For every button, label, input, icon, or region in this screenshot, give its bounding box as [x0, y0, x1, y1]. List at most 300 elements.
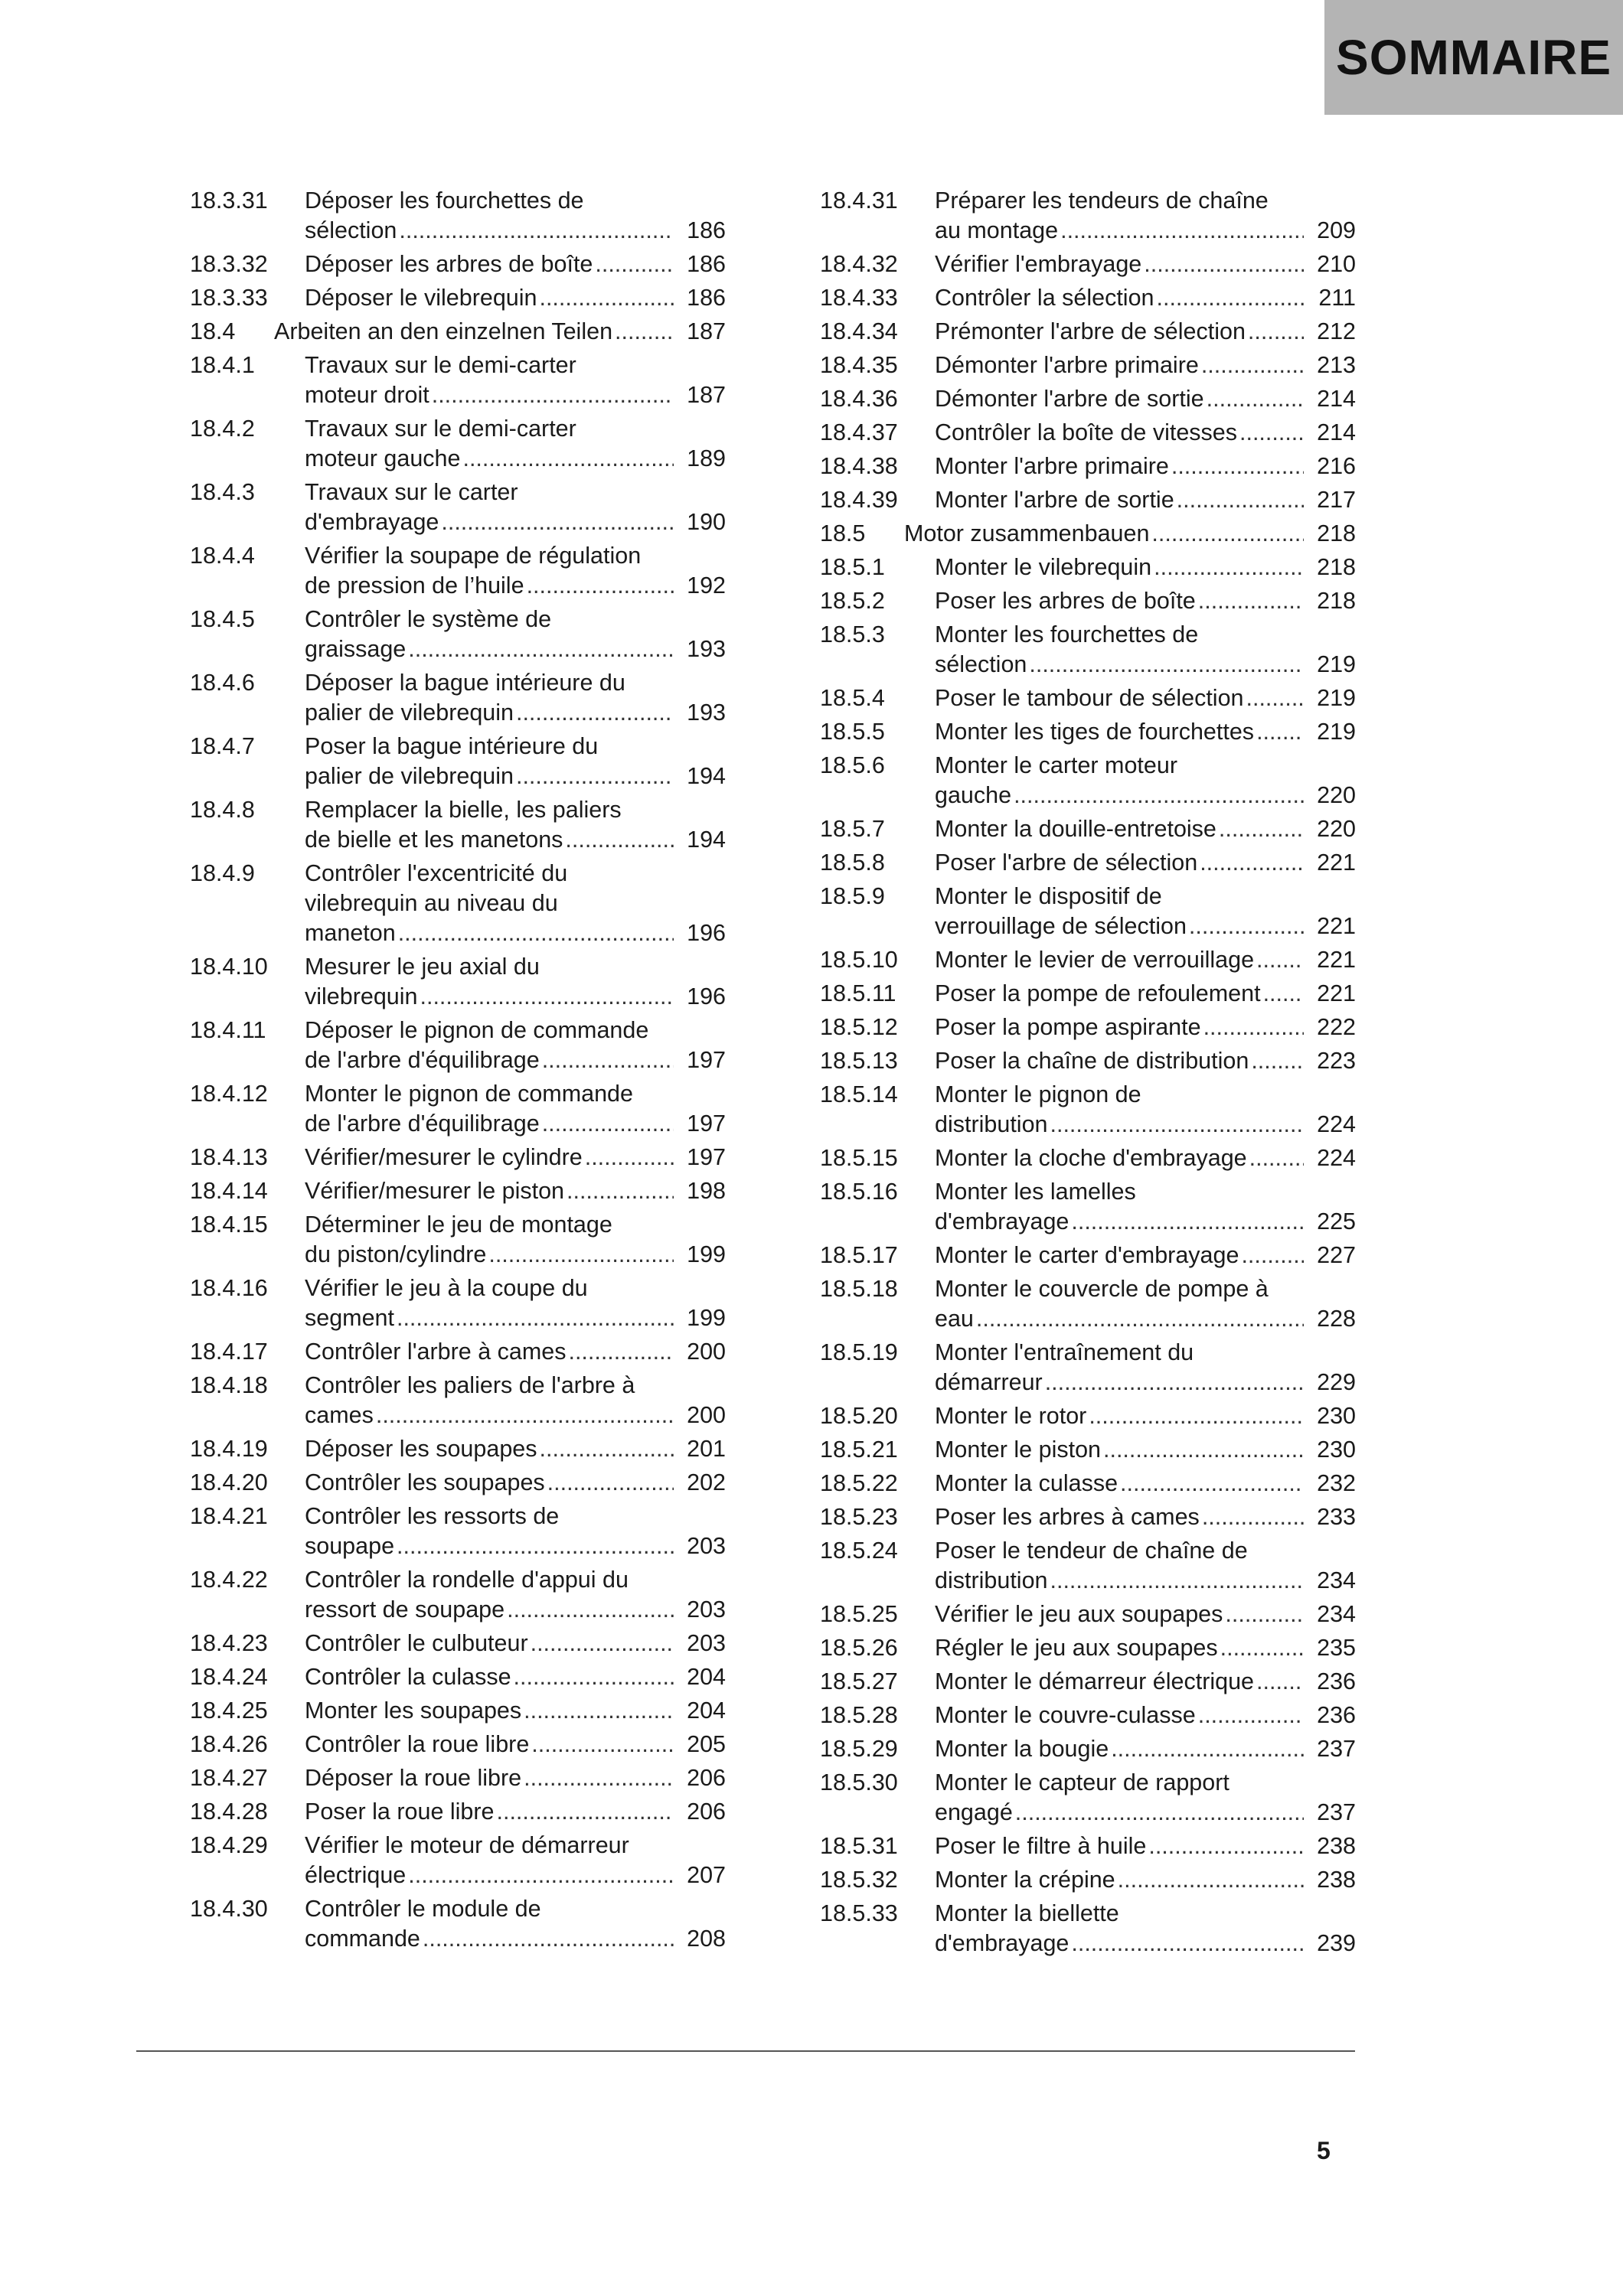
toc-entry[interactable] — [190, 795, 726, 855]
toc-entry[interactable] — [190, 1079, 726, 1139]
toc-entry[interactable] — [820, 485, 1356, 515]
dot-leader — [595, 249, 674, 279]
toc-entry-leader-line — [935, 1502, 1356, 1532]
toc-entry-page: 193 — [687, 636, 726, 662]
toc-entry-title-line: Monter la crépine — [935, 1867, 1115, 1893]
toc-entry-leader-line — [305, 1176, 726, 1206]
toc-entry-number: 18.4.39 — [820, 487, 898, 513]
toc-entry[interactable] — [190, 1662, 726, 1692]
toc-entry[interactable] — [820, 1536, 1356, 1596]
toc-entry-title — [305, 605, 726, 664]
toc-entry-number: 18.4.5 — [190, 606, 255, 632]
toc-entry-number: 18.5.1 — [820, 554, 885, 580]
toc-entry-leader-line — [935, 1798, 1356, 1828]
toc-entry-title-line: gauche — [935, 782, 1012, 808]
toc-entry-leader-line — [935, 216, 1356, 246]
toc-entry[interactable] — [820, 249, 1356, 279]
toc-entry[interactable] — [190, 732, 726, 791]
dot-leader — [1219, 814, 1304, 844]
dot-leader — [524, 1763, 674, 1793]
toc-entry-title-line: Poser la pompe aspirante — [935, 1014, 1201, 1040]
toc-entry-number: 18.5.5 — [820, 719, 885, 745]
dot-leader — [531, 1629, 674, 1658]
dot-leader — [1198, 1701, 1304, 1730]
toc-entry[interactable] — [190, 1210, 726, 1270]
toc-entry-page: 197 — [687, 1144, 726, 1170]
toc-entry-page: 196 — [687, 983, 726, 1009]
dot-leader — [1198, 586, 1304, 616]
toc-entry[interactable] — [190, 1502, 726, 1561]
toc-entry-number: 18.4.10 — [190, 954, 268, 980]
toc-entry-title-line: ressort de soupape — [305, 1596, 505, 1623]
toc-entry-number: 18.5.31 — [820, 1833, 898, 1859]
toc-entry[interactable] — [820, 1274, 1356, 1334]
toc-entry-leader-line — [935, 1368, 1356, 1397]
toc-entry-number: 18.4.3 — [190, 479, 255, 505]
toc-entry[interactable] — [820, 1469, 1356, 1499]
toc-entry-leader-line — [935, 1401, 1356, 1431]
toc-entry-number: 18.4.23 — [190, 1630, 268, 1656]
dot-leader — [1251, 1046, 1304, 1076]
toc-entry-leader-line — [935, 1143, 1356, 1173]
toc-entry-title-line: engagé — [935, 1799, 1013, 1825]
dot-leader — [1144, 249, 1304, 279]
toc-entry-title — [274, 317, 726, 347]
toc-entry-page: 225 — [1317, 1208, 1356, 1234]
toc-entry-page: 197 — [687, 1110, 726, 1137]
toc-entry[interactable] — [820, 317, 1356, 347]
toc-entry-number: 18.4.31 — [820, 188, 898, 214]
toc-entry[interactable] — [820, 586, 1356, 616]
toc-entry-title-line: sélection — [935, 651, 1027, 677]
toc-entry-title-line: Déposer le vilebrequin — [305, 285, 537, 311]
toc-entry[interactable] — [190, 351, 726, 410]
toc-entry-page: 222 — [1317, 1014, 1356, 1040]
dot-leader — [497, 1797, 674, 1827]
toc-entry-title — [935, 317, 1356, 347]
toc-entry[interactable] — [190, 249, 726, 279]
toc-entry-leader-line — [935, 418, 1356, 448]
toc-entry-leader-line — [305, 1595, 726, 1625]
toc-entry-number: 18.5.4 — [820, 685, 885, 711]
toc-entry-title-line: moteur droit — [305, 382, 429, 408]
toc-entry-page: 218 — [1317, 588, 1356, 614]
toc-entry-leader-line — [935, 814, 1356, 844]
toc-entry-number: 18.5.22 — [820, 1470, 898, 1496]
toc-entry-title-line: palier de vilebrequin — [305, 763, 514, 789]
toc-entry-leader-line — [305, 249, 726, 279]
toc-entry[interactable] — [820, 1667, 1356, 1697]
dot-leader — [1071, 1929, 1304, 1958]
toc-entry[interactable] — [820, 418, 1356, 448]
toc-entry-title-line: de pression de l’huile — [305, 572, 524, 598]
toc-entry[interactable] — [190, 1371, 726, 1430]
toc-entry-page: 196 — [687, 920, 726, 946]
toc-entry-title-line: Contrôler les soupapes — [305, 1469, 545, 1495]
toc-entry[interactable] — [190, 1468, 726, 1498]
toc-entry-number: 18.5.12 — [820, 1014, 898, 1040]
toc-entry-title-line: Monter le carter moteur — [935, 752, 1177, 778]
toc-entry-leader-line — [935, 912, 1356, 941]
toc-entry[interactable] — [820, 1046, 1356, 1076]
toc-entry-title-line: Monter les tiges de fourchettes — [935, 719, 1255, 745]
toc-entry-number: 18.4.9 — [190, 860, 255, 886]
toc-entry[interactable] — [820, 1080, 1356, 1140]
toc-entry-title-line: palier de vilebrequin — [305, 700, 514, 726]
toc-entry[interactable] — [190, 478, 726, 537]
dot-leader — [1111, 1734, 1304, 1764]
toc-entry-title-line: Monter le capteur de rapport — [935, 1769, 1229, 1795]
toc-entry[interactable] — [820, 1338, 1356, 1397]
toc-entry[interactable] — [820, 1013, 1356, 1042]
dot-leader — [1154, 553, 1304, 582]
toc-entry-title-line: Démonter l'arbre de sortie — [935, 386, 1204, 412]
toc-entry[interactable] — [820, 283, 1356, 313]
toc-entry-title-line: Vérifier la soupape de régulation — [305, 543, 642, 569]
toc-entry-number: 18.5.23 — [820, 1504, 898, 1530]
toc-entry[interactable] — [190, 186, 726, 246]
toc-entry-title — [935, 1633, 1356, 1663]
toc-entry[interactable] — [820, 882, 1356, 941]
toc-entry[interactable] — [820, 186, 1356, 246]
toc-entry-number: 18.5 — [820, 520, 866, 546]
dot-leader — [1256, 945, 1304, 975]
dot-leader — [542, 1109, 674, 1139]
toc-entry[interactable] — [190, 541, 726, 601]
toc-entry-page: 212 — [1317, 318, 1356, 344]
toc-entry-number: 18.4.12 — [190, 1081, 268, 1107]
toc-entry[interactable] — [190, 1831, 726, 1890]
toc-entry[interactable] — [820, 1633, 1356, 1663]
toc-entry[interactable] — [190, 859, 726, 948]
toc-entry-number: 18.3.33 — [190, 285, 268, 311]
toc-entry-title-line: Travaux sur le carter — [305, 479, 518, 505]
toc-entry-title — [305, 1016, 726, 1075]
toc-entry[interactable] — [820, 452, 1356, 481]
toc-entry-number: 18.5.29 — [820, 1736, 898, 1762]
toc-entry[interactable] — [190, 1763, 726, 1793]
toc-entry[interactable] — [190, 283, 726, 313]
toc-entry[interactable] — [820, 351, 1356, 380]
toc-entry-leader-line — [305, 1401, 726, 1430]
toc-entry[interactable] — [190, 1629, 726, 1658]
toc-entry-leader-line — [935, 1435, 1356, 1465]
toc-entry[interactable] — [820, 1865, 1356, 1895]
toc-entry[interactable] — [190, 1337, 726, 1367]
dot-leader — [1157, 283, 1304, 313]
toc-entry-title-line: Déposer les fourchettes de — [305, 188, 584, 214]
toc-entry-page: 218 — [1317, 520, 1356, 546]
toc-entry-number: 18.4.32 — [820, 251, 898, 277]
toc-entry-title-line: Poser la chaîne de distribution — [935, 1048, 1249, 1074]
toc-entry[interactable] — [820, 1831, 1356, 1861]
toc-entry[interactable] — [820, 1177, 1356, 1237]
toc-entry-title — [935, 1013, 1356, 1042]
dot-leader — [397, 1531, 674, 1561]
dot-leader — [1201, 351, 1304, 380]
toc-entry-leader-line — [935, 979, 1356, 1009]
toc-entry-page: 199 — [687, 1305, 726, 1331]
toc-entry-title — [305, 1730, 726, 1760]
toc-entry-title — [935, 283, 1356, 313]
dot-leader — [1060, 216, 1304, 246]
toc-entry-title — [935, 1401, 1356, 1431]
toc-entry[interactable] — [820, 1502, 1356, 1532]
toc-entry-title-line: Monter le couvre-culasse — [935, 1702, 1196, 1728]
toc-entry-title-line: Déposer la roue libre — [305, 1765, 522, 1791]
toc-entry[interactable] — [820, 683, 1356, 713]
toc-entry-page: 219 — [1317, 719, 1356, 745]
toc-entry-leader-line — [305, 1730, 726, 1760]
toc-entry-number: 18.4.29 — [190, 1832, 268, 1858]
toc-entry-title-line: commande — [305, 1926, 420, 1952]
toc-entry[interactable] — [820, 717, 1356, 747]
toc-entry-title-line: Vérifier/mesurer le cylindre — [305, 1144, 583, 1170]
toc-entry-number: 18.5.19 — [820, 1339, 898, 1365]
toc-entry-title — [305, 283, 726, 313]
toc-entry-title — [935, 1831, 1356, 1861]
toc-entry-title-line: Monter le dispositif de — [935, 883, 1162, 909]
toc-entry-number: 18.5.10 — [820, 947, 898, 973]
toc-entry-title — [935, 586, 1356, 616]
toc-entry[interactable] — [820, 945, 1356, 975]
toc-entry-title-line: Poser les arbres à cames — [935, 1504, 1200, 1530]
toc-entry[interactable] — [820, 519, 1356, 549]
toc-entry-number: 18.5.11 — [820, 980, 896, 1006]
toc-entry[interactable] — [820, 1701, 1356, 1730]
toc-entry-title — [305, 1176, 726, 1206]
dot-leader — [568, 1337, 674, 1367]
toc-entry-number: 18.4.1 — [190, 352, 255, 378]
toc-entry-page: 220 — [1317, 816, 1356, 842]
toc-entry-title — [305, 1662, 726, 1692]
toc-entry-title-line: Monter le couvercle de pompe à — [935, 1276, 1269, 1302]
toc-entry-number: 18.4.19 — [190, 1436, 268, 1462]
toc-entry[interactable] — [190, 1797, 726, 1827]
toc-entry[interactable] — [820, 1143, 1356, 1173]
toc-entry-number: 18.4.4 — [190, 543, 255, 569]
toc-entry[interactable] — [820, 384, 1356, 414]
toc-entry-title-line: Contrôler le système de — [305, 606, 552, 632]
toc-entry[interactable] — [190, 1730, 726, 1760]
toc-entry-title — [935, 683, 1356, 713]
toc-entry[interactable] — [190, 414, 726, 474]
toc-entry-number: 18.4.36 — [820, 386, 898, 412]
toc-entry-title-line: Régler le jeu aux soupapes — [935, 1635, 1218, 1661]
toc-entry-title-line: Contrôler les paliers de l'arbre à — [305, 1372, 635, 1398]
toc-entry[interactable] — [190, 1696, 726, 1726]
toc-entry-number: 18.3.31 — [190, 188, 268, 214]
toc-entry-page: 193 — [687, 700, 726, 726]
toc-entry-title — [935, 1734, 1356, 1764]
toc-entry[interactable] — [190, 1434, 726, 1464]
dot-leader — [1203, 1013, 1304, 1042]
toc-entry-page: 229 — [1317, 1369, 1356, 1395]
toc-entry[interactable] — [820, 814, 1356, 844]
toc-entry-page: 204 — [687, 1664, 726, 1690]
toc-entry-title — [305, 1629, 726, 1658]
toc-entry-page: 218 — [1317, 554, 1356, 580]
toc-entry-title-line: Mesurer le jeu axial du — [305, 954, 540, 980]
toc-entry-page: 234 — [1317, 1567, 1356, 1593]
toc-entry[interactable] — [190, 668, 726, 728]
toc-entry[interactable] — [820, 620, 1356, 680]
toc-entry-title — [935, 384, 1356, 414]
toc-entry-number: 18.5.8 — [820, 850, 885, 876]
toc-entry[interactable] — [190, 1274, 726, 1333]
dot-leader — [397, 1303, 674, 1333]
toc-entry-title — [935, 945, 1356, 975]
toc-entry-number: 18.4.25 — [190, 1698, 268, 1724]
toc-entry-title-line: Contrôler la culasse — [305, 1664, 511, 1690]
toc-entry-title-line: Poser la bague intérieure du — [305, 733, 599, 759]
toc-entry-title — [305, 1371, 726, 1430]
toc-entry-title — [935, 351, 1356, 380]
toc-entry[interactable] — [820, 1899, 1356, 1958]
dot-leader — [1148, 1831, 1304, 1861]
toc-entry-title-line: vilebrequin — [305, 983, 418, 1009]
toc-entry-title-line: Monter la cloche d'embrayage — [935, 1145, 1247, 1171]
toc-entry[interactable] — [820, 751, 1356, 810]
toc-entry-number: 18.5.6 — [820, 752, 885, 778]
toc-entry-title — [305, 414, 726, 474]
toc-entry-page: 238 — [1317, 1833, 1356, 1859]
toc-entry-leader-line — [935, 1633, 1356, 1663]
toc-entry-title-line: Monter la culasse — [935, 1470, 1118, 1496]
toc-entry-title — [305, 1210, 726, 1270]
toc-entry-leader-line — [935, 1831, 1356, 1861]
toc-entry-page: 198 — [687, 1178, 726, 1204]
toc-entry-title-line: Monter le vilebrequin — [935, 554, 1152, 580]
toc-entry-number: 18.4.37 — [820, 419, 898, 445]
toc-entry-number: 18.5.27 — [820, 1668, 898, 1694]
toc-entry-leader-line — [935, 317, 1356, 347]
toc-entry[interactable] — [190, 317, 726, 347]
toc-entry-number: 18.5.9 — [820, 883, 885, 909]
toc-entry-title-line: Monter l'arbre primaire — [935, 453, 1169, 479]
toc-entry-leader-line — [305, 571, 726, 601]
toc-entry-title — [305, 186, 726, 246]
toc-entry-title — [305, 249, 726, 279]
toc-entry-page: 194 — [687, 827, 726, 853]
toc-entry-title-line: Monter la bougie — [935, 1736, 1109, 1762]
toc-entry-title — [305, 952, 726, 1012]
toc-entry-number: 18.4.17 — [190, 1339, 268, 1365]
toc-entry-number: 18.4.22 — [190, 1567, 268, 1593]
toc-entry-title-line: segment — [305, 1305, 394, 1331]
toc-entry[interactable] — [190, 605, 726, 664]
toc-entry[interactable] — [190, 1894, 726, 1954]
toc-entry-title-line: vilebrequin au niveau du — [305, 890, 558, 916]
toc-entry-page: 237 — [1317, 1799, 1356, 1825]
toc-entry-title-line: sélection — [305, 217, 397, 243]
dot-leader — [1071, 1207, 1304, 1237]
toc-entry-page: 189 — [687, 445, 726, 471]
dot-leader — [1239, 418, 1304, 448]
toc-entry-title — [935, 1469, 1356, 1499]
dot-leader — [1246, 683, 1305, 713]
toc-entry-title-line: Monter l'arbre de sortie — [935, 487, 1174, 513]
dot-leader — [1248, 317, 1304, 347]
toc-entry-number: 18.4.34 — [820, 318, 898, 344]
toc-entry-leader-line — [935, 452, 1356, 481]
toc-entry[interactable] — [820, 1435, 1356, 1465]
toc-entry-title-line: Vérifier l'embrayage — [935, 251, 1142, 277]
toc-entry-number: 18.5.24 — [820, 1538, 898, 1564]
toc-entry-page: 214 — [1317, 386, 1356, 412]
toc-entry-number: 18.4.6 — [190, 670, 255, 696]
toc-entry-title-line: Déposer les arbres de boîte — [305, 251, 593, 277]
toc-entry-title-line: verrouillage de sélection — [935, 913, 1187, 939]
dot-leader — [398, 918, 674, 948]
toc-entry[interactable] — [820, 1241, 1356, 1270]
toc-entry[interactable] — [190, 1565, 726, 1625]
toc-entry-leader-line — [305, 1763, 726, 1793]
toc-entry-page: 186 — [687, 251, 726, 277]
dot-leader — [1045, 1368, 1304, 1397]
dot-leader — [1200, 848, 1304, 878]
toc-entry-leader-line — [305, 444, 726, 474]
toc-entry-title-line: Contrôler les ressorts de — [305, 1503, 560, 1529]
dot-leader — [420, 982, 674, 1012]
toc-entry-title — [935, 1338, 1356, 1397]
toc-entry-title-line: Monter les lamelles — [935, 1179, 1136, 1205]
toc-entry-title — [305, 1894, 726, 1954]
toc-entry-page: 221 — [1317, 850, 1356, 876]
toc-entry[interactable] — [820, 553, 1356, 582]
toc-entry[interactable] — [820, 1768, 1356, 1828]
toc-entry-leader-line — [305, 1797, 726, 1827]
toc-entry-leader-line — [904, 519, 1356, 549]
toc-entry[interactable] — [820, 1600, 1356, 1629]
toc-entry-leader-line — [935, 781, 1356, 810]
toc-entry[interactable] — [820, 848, 1356, 878]
toc-entry-leader-line — [305, 1531, 726, 1561]
toc-entry-leader-line — [305, 1109, 726, 1139]
toc-entry-number: 18.4.26 — [190, 1731, 268, 1757]
toc-entry-title-line: Contrôler l'excentricité du — [305, 860, 568, 886]
toc-entry-title — [305, 541, 726, 601]
page-number: 5 — [1317, 2137, 1331, 2164]
dot-leader — [1177, 485, 1304, 515]
dot-leader — [615, 317, 674, 347]
toc-entry[interactable] — [820, 1401, 1356, 1431]
toc-entry[interactable] — [820, 1734, 1356, 1764]
toc-entry-title-line: Contrôler la rondelle d'appui du — [305, 1567, 629, 1593]
toc-entry-leader-line — [305, 1303, 726, 1333]
dot-leader — [1202, 1502, 1304, 1532]
toc-entry-title-line: Déposer la bague intérieure du — [305, 670, 625, 696]
toc-entry-page: 227 — [1317, 1242, 1356, 1268]
toc-entry-leader-line — [305, 1924, 726, 1954]
toc-entry[interactable] — [820, 979, 1356, 1009]
toc-entry-title-line: Prémonter l'arbre de sélection — [935, 318, 1246, 344]
dot-leader — [524, 1696, 674, 1726]
toc-entry-page: 194 — [687, 763, 726, 789]
toc-entry-title — [305, 1079, 726, 1139]
toc-entry-title-line: Vérifier le moteur de démarreur — [305, 1832, 629, 1858]
toc-entry-number: 18.4.7 — [190, 733, 255, 759]
toc-entry-page: 203 — [687, 1533, 726, 1559]
dot-leader — [540, 1434, 674, 1464]
toc-entry-title-line: Contrôler le module de — [305, 1896, 541, 1922]
dot-leader — [1118, 1865, 1304, 1895]
toc-entry[interactable] — [190, 952, 726, 1012]
toc-entry[interactable] — [190, 1143, 726, 1172]
toc-entry[interactable] — [190, 1016, 726, 1075]
toc-entry-title-line: Monter les soupapes — [305, 1698, 522, 1724]
toc-entry[interactable] — [190, 1176, 726, 1206]
